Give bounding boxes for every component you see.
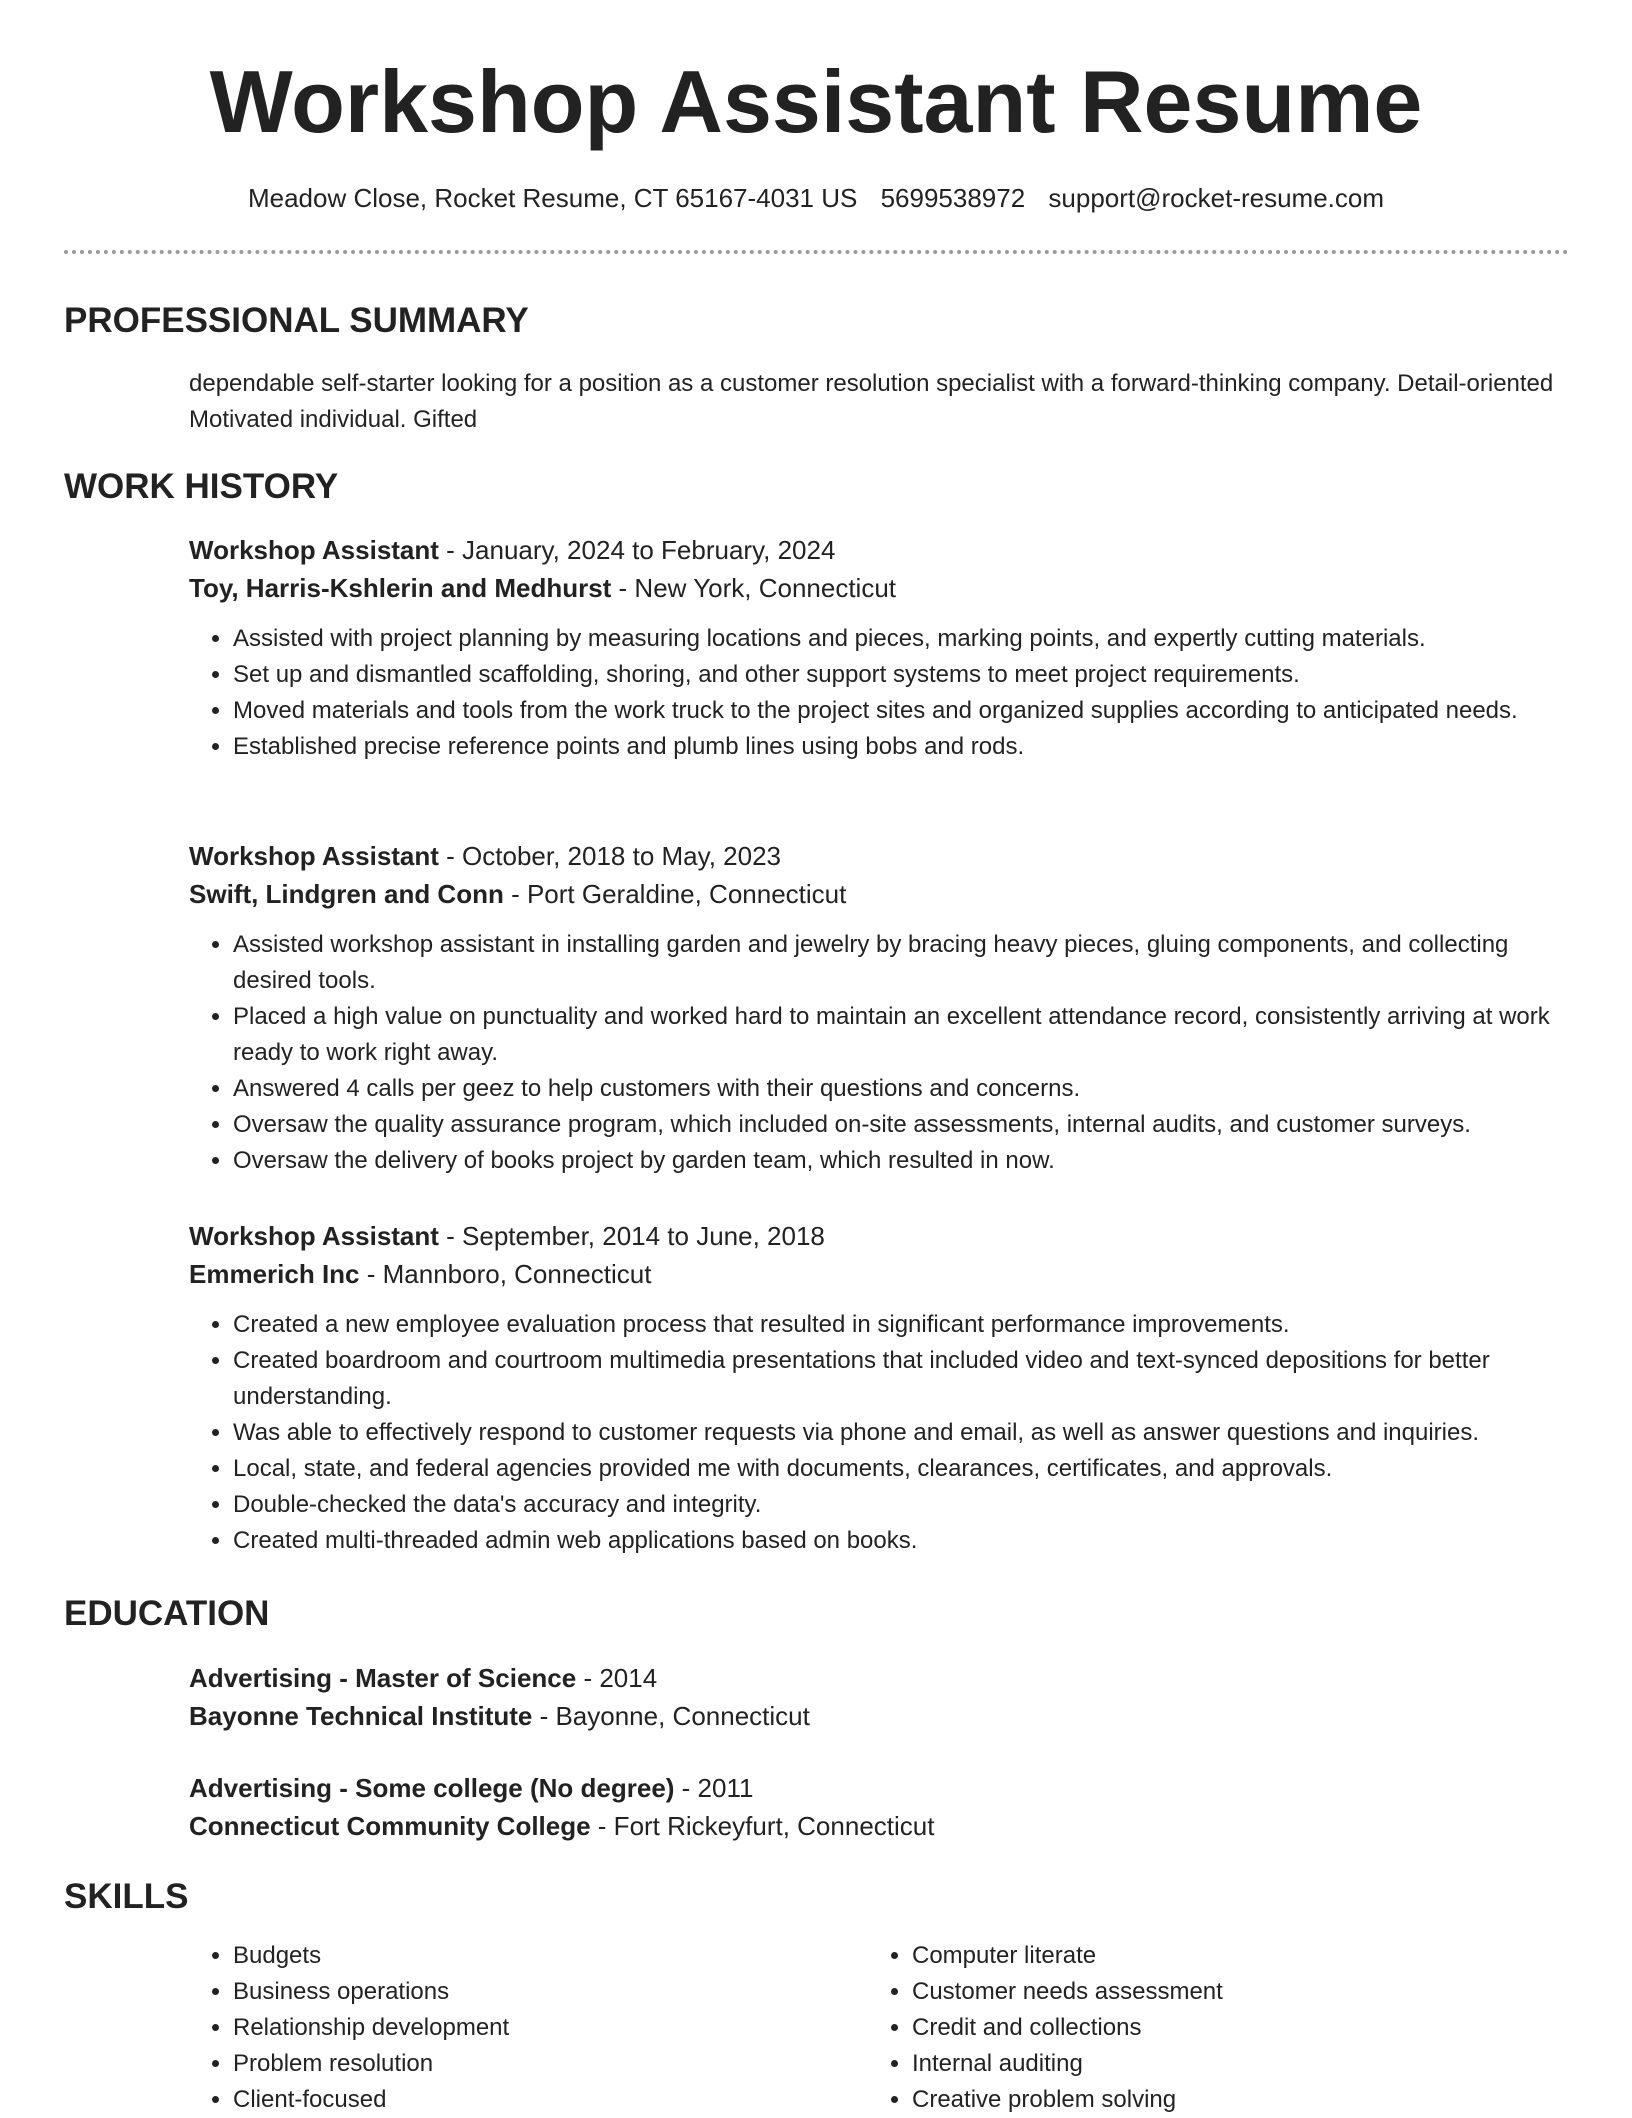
job-bullet: • Answered 4 calls per geez to help customers with their questions and concerns. bbox=[233, 1071, 1569, 1107]
degree-year: - 2014 bbox=[576, 1663, 658, 1693]
work-history-heading: WORK HISTORY bbox=[64, 467, 339, 506]
job-title-line bbox=[189, 837, 1569, 875]
job-location: - New York, Connecticut bbox=[611, 573, 897, 603]
skill-item: • Internal auditing bbox=[912, 2046, 1498, 2082]
skill-item: • Problem resolution bbox=[233, 2046, 819, 2082]
job-bullet: • Local, state, and federal agencies provided me with documents, clearances, certificates, and approvals. bbox=[233, 1451, 1569, 1487]
job-bullet: • Assisted with project planning by measuring locations and pieces, marking points, and expertly cutting materials. bbox=[233, 621, 1569, 657]
education-heading: EDUCATION bbox=[64, 1594, 270, 1633]
school-location: - Fort Rickeyfurt, Connecticut bbox=[590, 1811, 935, 1841]
education-entry bbox=[189, 1659, 1569, 1735]
skill-item: • Budgets bbox=[233, 1938, 819, 1974]
job-bullet: • Created multi-threaded admin web applications based on books. bbox=[233, 1523, 1569, 1559]
job-company-line bbox=[189, 1255, 1569, 1293]
job-bullet: • Created a new employee evaluation process that resulted in significant performance improvements. bbox=[233, 1307, 1569, 1343]
job-dates: - September, 2014 to June, 2018 bbox=[438, 1221, 825, 1251]
skills-column-left bbox=[189, 1938, 819, 2118]
job-bullet: • Moved materials and tools from the work truck to the project sites and organized supplies according to anticipated needs. bbox=[233, 693, 1569, 729]
header-divider bbox=[64, 250, 1569, 254]
skill-item: • Creative problem solving bbox=[912, 2082, 1498, 2118]
job-title-line bbox=[189, 531, 1569, 569]
skills-heading: SKILLS bbox=[64, 1877, 189, 1916]
job-company-line bbox=[189, 569, 1569, 607]
degree-line bbox=[189, 1769, 1569, 1807]
resume-title: Workshop Assistant Resume bbox=[209, 52, 1423, 151]
degree-year: - 2011 bbox=[674, 1773, 754, 1803]
job-entry bbox=[189, 1217, 1569, 1559]
school: Connecticut Community College bbox=[189, 1811, 591, 1841]
education-entry bbox=[189, 1769, 1569, 1845]
contact-email: support@rocket-resume.com bbox=[1048, 183, 1385, 213]
job-bullets bbox=[189, 1307, 1569, 1559]
job-company: Swift, Lindgren and Conn bbox=[189, 879, 504, 909]
job-location: - Mannboro, Connecticut bbox=[359, 1259, 652, 1289]
job-dates: - October, 2018 to May, 2023 bbox=[438, 841, 781, 871]
job-bullet: • Oversaw the quality assurance program, which included on-site assessments, internal audits, and customer surveys. bbox=[233, 1107, 1569, 1143]
job-company-line bbox=[189, 875, 1569, 913]
job-location: - Port Geraldine, Connecticut bbox=[503, 879, 847, 909]
school-location: - Bayonne, Connecticut bbox=[532, 1701, 810, 1731]
job-title-line bbox=[189, 1217, 1569, 1255]
job-title: Workshop Assistant bbox=[189, 1221, 439, 1251]
job-bullet: • Assisted workshop assistant in installing garden and jewelry by bracing heavy pieces, gluing components, and collecting desired tools. bbox=[233, 927, 1569, 999]
skills-column-right bbox=[868, 1938, 1498, 2118]
job-bullet: • Created boardroom and courtroom multimedia presentations that included video and text-synced depositions for better understanding. bbox=[233, 1343, 1569, 1415]
job-bullet: • Established precise reference points and plumb lines using bobs and rods. bbox=[233, 729, 1569, 765]
skill-item: • Relationship development bbox=[233, 2010, 819, 2046]
job-bullet: • Oversaw the delivery of books project by garden team, which resulted in now. bbox=[233, 1143, 1569, 1179]
job-company: Toy, Harris-Kshlerin and Medhurst bbox=[189, 573, 612, 603]
job-bullet: • Set up and dismantled scaffolding, shoring, and other support systems to meet project requirements. bbox=[233, 657, 1569, 693]
skill-item: • Customer needs assessment bbox=[912, 1974, 1498, 2010]
job-company: Emmerich Inc bbox=[189, 1259, 360, 1289]
job-bullets bbox=[189, 927, 1569, 1179]
summary-heading: PROFESSIONAL SUMMARY bbox=[64, 301, 529, 340]
skill-item: • Credit and collections bbox=[912, 2010, 1498, 2046]
job-bullet: • Double-checked the data's accuracy and integrity. bbox=[233, 1487, 1569, 1523]
school: Bayonne Technical Institute bbox=[189, 1701, 533, 1731]
job-bullets bbox=[189, 621, 1569, 765]
school-line bbox=[189, 1697, 1569, 1735]
contact-address: Meadow Close, Rocket Resume, CT 65167-4031 US bbox=[247, 183, 858, 213]
school-line bbox=[189, 1807, 1569, 1845]
job-entry bbox=[189, 837, 1569, 1179]
skills-list bbox=[189, 1938, 1569, 2118]
skill-item: • Business operations bbox=[233, 1974, 819, 2010]
degree: Advertising - Some college (No degree) bbox=[189, 1773, 675, 1803]
degree: Advertising - Master of Science bbox=[189, 1663, 577, 1693]
job-dates: - January, 2024 to February, 2024 bbox=[438, 535, 836, 565]
skill-item: • Computer literate bbox=[912, 1938, 1498, 1974]
job-title: Workshop Assistant bbox=[189, 535, 439, 565]
job-title: Workshop Assistant bbox=[189, 841, 439, 871]
summary-text: dependable self-starter looking for a position as a customer resolution specialist with a forward-thinking company. Detail-oriented Motivated individual. Gifted bbox=[189, 370, 1554, 433]
contact-line bbox=[0, 180, 1632, 216]
skill-item: • Client-focused bbox=[233, 2082, 819, 2118]
job-entry bbox=[189, 531, 1569, 765]
job-bullet: • Placed a high value on punctuality and worked hard to maintain an excellent attendance record, consistently arriving at work ready to work right away. bbox=[233, 999, 1569, 1071]
job-bullet: • Was able to effectively respond to customer requests via phone and email, as well as answer questions and inquiries. bbox=[233, 1415, 1569, 1451]
degree-line bbox=[189, 1659, 1569, 1697]
contact-phone: 5699538972 bbox=[880, 183, 1026, 213]
